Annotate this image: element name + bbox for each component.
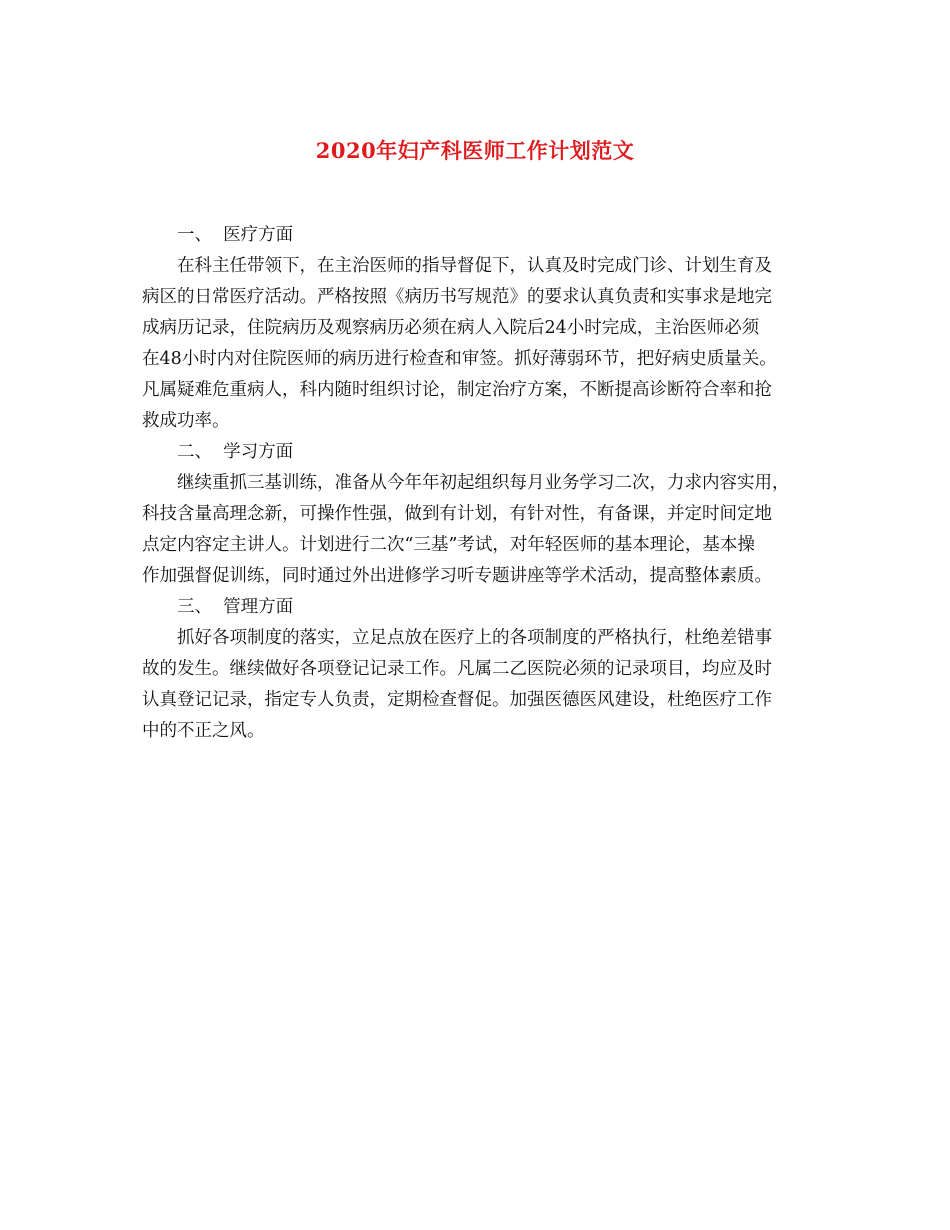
paragraph-line: 科技含量高理念新，可操作性强，做到有计划，有针对性，有备课，并定时间定地 xyxy=(142,504,772,524)
paragraph-line: 病区的日常医疗活动。严格按照《病历书写规范》的要求认真负责和实事求是地完 xyxy=(142,287,772,307)
document-body xyxy=(142,220,814,747)
paragraph-line: 在科主任带领下，在主治医师的指导督促下，认真及时完成门诊、计划生育及 xyxy=(177,256,772,276)
paragraph-line: 成病历记录，住院病历及观察病历必须在病人入院后24小时完成，主治医师必须 xyxy=(142,318,760,338)
section-heading-study: 二、 学习方面 xyxy=(177,442,294,462)
paragraph-line: 作加强督促训练，同时通过外出进修学习听专题讲座等学术活动，提高整体素质。 xyxy=(142,566,772,586)
paragraph-line: 故的发生。继续做好各项登记记录工作。凡属二乙医院必须的记录项目，均应及时 xyxy=(142,659,772,679)
paragraph-line: 救成功率。 xyxy=(142,411,230,431)
paragraph-line: 中的不正之风。 xyxy=(142,721,265,741)
document-title: 2020年妇产科医师工作计划范文 xyxy=(315,138,635,163)
paragraph-line: 凡属疑难危重病人，科内随时组织讨论，制定治疗方案，不断提高诊断符合率和抢 xyxy=(142,380,772,400)
paragraph-line: 在48小时内对住院医师的病历进行检查和审签。抓好薄弱环节，把好病史质量关。 xyxy=(142,349,777,369)
paragraph-line: 认真登记记录，指定专人负责，定期检查督促。加强医德医风建设，杜绝医疗工作 xyxy=(142,690,772,710)
section-heading-medical: 一、 医疗方面 xyxy=(177,225,294,245)
paragraph-line: 点定内容定主讲人。计划进行二次“三基”考试，对年轻医师的基本理论，基本操 xyxy=(142,535,755,555)
paragraph-line: 抓好各项制度的落实，立足点放在医疗上的各项制度的严格执行，杜绝差错事 xyxy=(177,628,772,648)
paragraph-line: 继续重抓三基训练，准备从今年年初起组织每月业务学习二次，力求内容实用， xyxy=(177,473,790,493)
section-heading-management: 三、 管理方面 xyxy=(177,597,294,617)
